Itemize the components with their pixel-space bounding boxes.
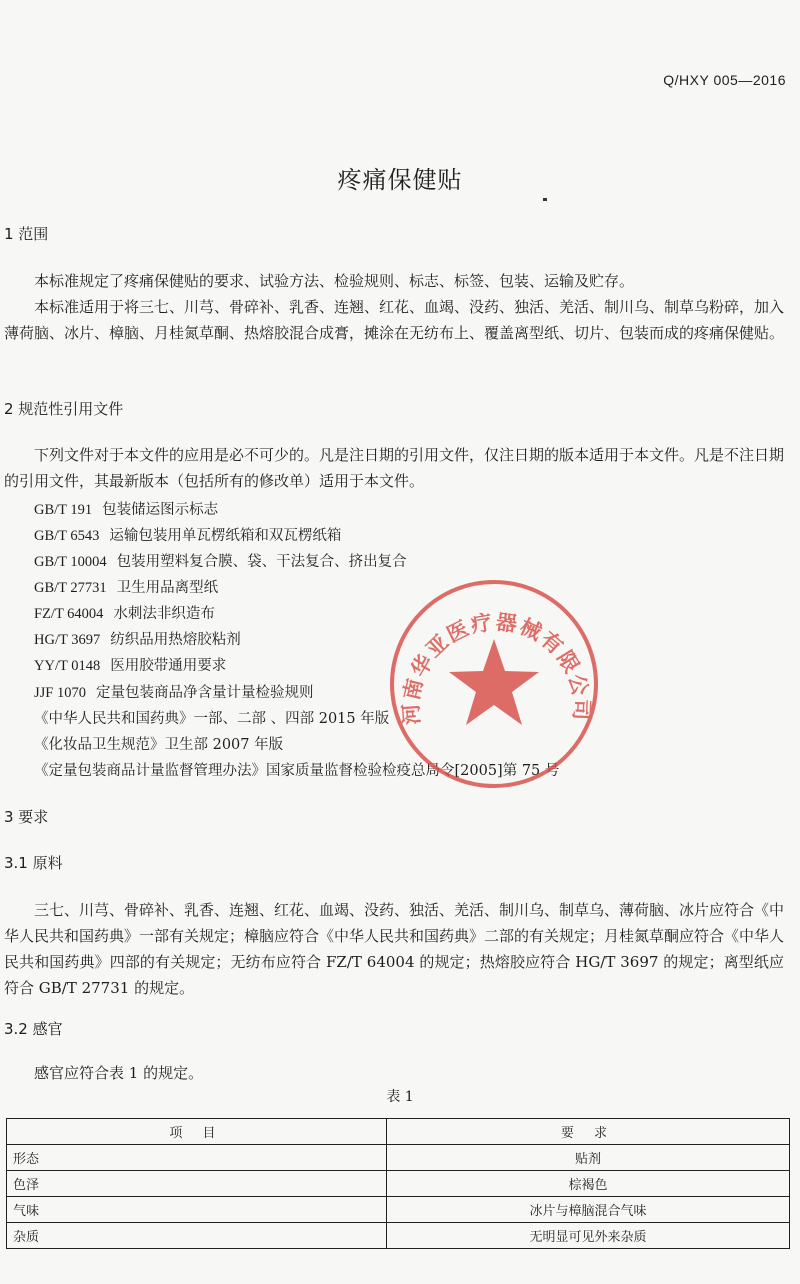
ref-item: JJF 1070 定量包装商品净含量计量检验规则 <box>34 685 314 701</box>
table-header-item: 项 目 <box>7 1119 387 1145</box>
scan-speck <box>543 198 547 201</box>
raw-materials-text: 三七、川芎、骨碎补、乳香、连翘、红花、血竭、没药、独活、羌活、制川乌、制草乌、薄荷脑、冰片应符合《中华人民共和国药典》一部有关规定；樟脑应符合《中华人民共和国药典》二部的有关规定；月桂氮草酮应符合《中华人民共和国药典》四部的有关规定；无纺布应符合 FZ/T 64004 的规定；热熔胶应符合 HG/T 3697 的规定；离型纸应符合 GB/T 27731 的规定。 <box>4 901 785 997</box>
ref-item: GB/T 27731 卫生用品离型纸 <box>34 580 219 596</box>
ref-item: FZ/T 64004 水刺法非织造布 <box>34 606 215 622</box>
seal-star-icon <box>449 639 539 725</box>
section-2-heading: 2 规范性引用文件 <box>4 400 124 418</box>
scope-paragraph-2: 本标准适用于将三七、川芎、骨碎补、乳香、连翘、红花、血竭、没药、独活、羌活、制川乌、制草乌粉碎，加入薄荷脑、冰片、樟脑、月桂氮草酮、热熔胶混合成膏，摊涂在无纺布上、覆盖离型纸、切片、包装而成的疼痛保健贴。 <box>4 298 785 342</box>
ref-extra: 《中华人民共和国药典》一部、二部 、四部 2015 年版 <box>34 711 390 727</box>
ref-extra: 《化妆品卫生规范》卫生部 2007 年版 <box>34 737 284 753</box>
standard-code: Q/HXY 005—2016 <box>663 72 786 88</box>
table-cell-item: 形态 <box>7 1145 387 1171</box>
table-caption: 表 1 <box>386 1089 414 1105</box>
section-3-2-heading: 3.2 感官 <box>4 1020 63 1038</box>
table-cell-requirement: 贴剂 <box>387 1145 790 1171</box>
ref-item: HG/T 3697 纺织品用热熔胶粘剂 <box>34 632 241 648</box>
table-cell-item: 杂质 <box>7 1223 387 1249</box>
refs-intro: 下列文件对于本文件的应用是必不可少的。凡是注日期的引用文件，仅注日期的版本适用于本文件。凡是不注日期的引用文件，其最新版本（包括所有的修改单）适用于本文件。 <box>4 446 785 490</box>
ref-item: GB/T 10004 包装用塑料复合膜、袋、干法复合、挤出复合 <box>34 554 407 570</box>
table-row <box>7 1223 790 1249</box>
table-cell-requirement: 棕褐色 <box>387 1171 790 1197</box>
section-3-heading: 3 要求 <box>4 808 49 826</box>
seal-text: 河南华亚医疗器械有限公司 <box>398 609 594 726</box>
table-header-row <box>7 1119 790 1145</box>
section-3-1-heading: 3.1 原料 <box>4 854 63 872</box>
table-header-requirement: 要 求 <box>387 1119 790 1145</box>
table-row <box>7 1197 790 1223</box>
company-seal-stamp <box>385 575 603 793</box>
table-cell-requirement: 冰片与樟脑混合气味 <box>387 1197 790 1223</box>
sensory-text: 感官应符合表 1 的规定。 <box>34 1064 204 1082</box>
table-cell-requirement: 无明显可见外来杂质 <box>387 1223 790 1249</box>
table-row <box>7 1171 790 1197</box>
table-row <box>7 1145 790 1171</box>
document-title: 疼痛保健贴 <box>337 166 463 194</box>
ref-extra: 《定量包装商品计量监督管理办法》国家质量监督检验检疫总局令[2005]第 75 号 <box>34 763 560 779</box>
scope-paragraph-1: 本标准规定了疼痛保健贴的要求、试验方法、检验规则、标志、标签、包装、运输及贮存。 <box>34 272 635 290</box>
sensory-table <box>6 1118 790 1249</box>
table-cell-item: 色泽 <box>7 1171 387 1197</box>
table-cell-item: 气味 <box>7 1197 387 1223</box>
ref-item: YY/T 0148 医用胶带通用要求 <box>34 658 227 674</box>
section-1-heading: 1 范围 <box>4 225 49 243</box>
ref-item: GB/T 6543 运输包装用单瓦楞纸箱和双瓦楞纸箱 <box>34 528 342 544</box>
ref-item: GB/T 191 包装储运图示标志 <box>34 502 219 518</box>
